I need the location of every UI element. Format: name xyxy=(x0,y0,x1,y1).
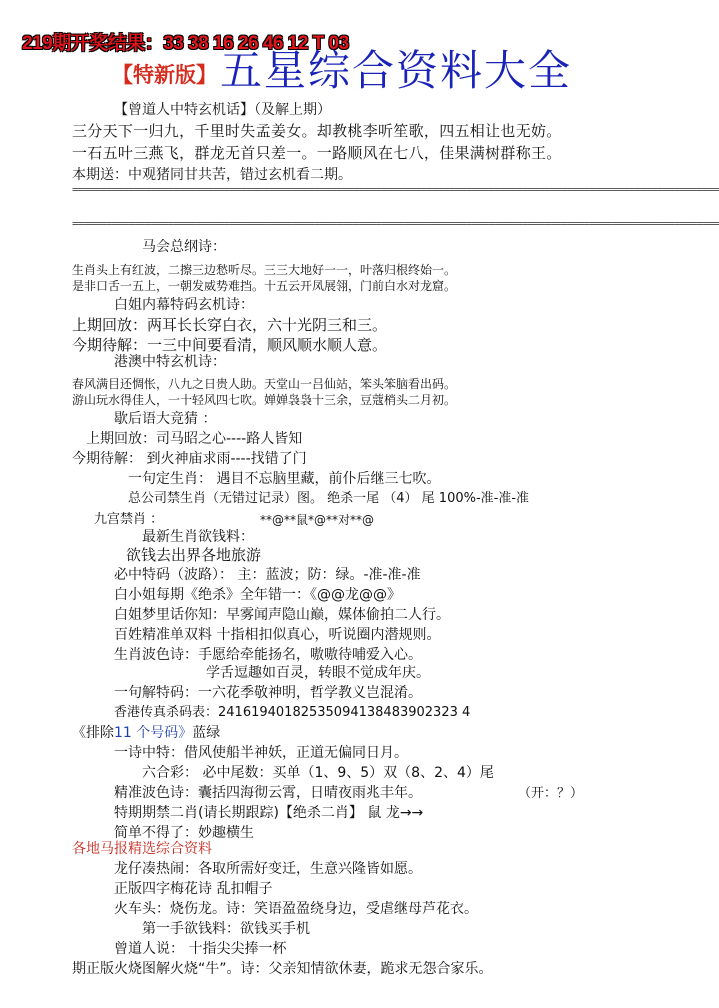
mahui-line2: 是非口舌一五上，一朝发威势难挡。十五云开凤展翎，门前白水对龙窟。 xyxy=(72,279,457,293)
zhengban-huoshao: 期正版火烧图解火烧“牛”。诗：父亲知情欲休妻，跪求无怨合家乐。 xyxy=(72,961,493,977)
jiugong-value: **@**鼠*@**对**@ xyxy=(260,513,375,527)
gedi-heading: 各地马报精选综合资料 xyxy=(72,841,212,857)
separator-line: =================================================================================================================== xyxy=(72,217,719,230)
zonggongsi-jinshengxiao: 总公司禁生肖（无错过记录）图。 绝杀一尾 （4） 尾 100%-准-准-准 xyxy=(128,491,530,506)
huochetou: 火车头：烧伤龙。诗：笑语盈盈绕身边，受虐继母芦花衣。 xyxy=(114,901,478,917)
lottery-result-banner: 219期开奖结果：33 38 16 26 46 12 T 03 xyxy=(22,33,349,54)
zuixin-heading: 最新生肖欲钱料： xyxy=(142,529,254,545)
zengdao-poem-line2: 一石五叶三燕飞，群龙无首只差一。一路顺风在七八，佳果满树群称王。 xyxy=(72,144,562,162)
yiju-jie-tema: 一句解特码：一六花季敬神明，哲学教义岂混淆。 xyxy=(114,685,422,701)
xiehouyu-heading: 歇后语大竞猜 ： xyxy=(114,411,217,427)
shengxiao-bose-line2: 学舌逗趣如百灵，转眼不觉成年庆。 xyxy=(206,665,430,681)
mahui-line1: 生肖头上有红波，二擦三边愁听尽。三三大地好一一，叶落归根终始一。 xyxy=(72,263,457,277)
gangao-line2: 游山玩水得佳人，一十轻风四七吹。婵婵袅袅十三余，豆蔻梢头二月初。 xyxy=(72,393,457,407)
kai-label: （开：？） xyxy=(518,786,584,801)
xiehouyu-last-issue: 上期回放：司马昭之心----路人皆知 xyxy=(86,431,303,447)
paichu-prefix: 《排除 xyxy=(72,725,114,741)
yishi-zhongte: 一诗中特：借风使船半神妖，正道无偏同日月。 xyxy=(114,745,408,761)
bizhong-tema: 必中特码（波路）： 主：蓝波；防：绿。-准-准-准 xyxy=(114,567,421,583)
longzai-renao: 龙仔凑热闹：各取所需好变迁，生意兴隆皆如愿。 xyxy=(114,861,422,877)
tema-jin-erxiao: 特期期禁二肖(请长期跟踪)【绝杀二肖】 鼠 龙→→ xyxy=(114,805,424,821)
liuhecai-weishu: 六合彩： 必中尾数：买单（1、9、5）双（8、2、4）尾 xyxy=(142,765,494,781)
yiju-dingshengxiao: 一句定生肖： 遇目不忘脑里藏，前仆后继三七吹。 xyxy=(128,471,441,487)
zhengban-sizi: 正版四字梅花诗 乱扣帽子 xyxy=(114,881,273,897)
baijie-mengli: 白姐梦里话你知：早雾闻声隐山巅，媒体偷拍二人行。 xyxy=(114,607,450,623)
edition-tag: 【特新版】 xyxy=(112,62,217,87)
xiehouyu-this-issue: 今期待解： 到火神庙求雨----找错了门 xyxy=(72,451,307,467)
baixing-danshuang: 百姓精准单双料 十指相扣似真心，听说圈内潜规则。 xyxy=(114,627,441,643)
baijie-last-issue: 上期回放：两耳长长穿白衣，六十光阴三和三。 xyxy=(72,316,388,334)
paichu-suffix: 蓝绿 xyxy=(192,725,221,741)
jiugong-label: 九宫禁肖 ： xyxy=(94,512,164,527)
paichu-count: 11 个号码》 xyxy=(114,725,193,741)
xianggang-shama: 香港传真杀码表：24161940182535094138483902323 4 xyxy=(114,705,471,720)
baijie-this-issue: 今期待解：一三中间要看清，顺风顺水顺人意。 xyxy=(72,336,388,354)
shengxiao-bose-line1: 生肖波色诗：手愿给牵能扬名，嗷嗷待哺爱入心。 xyxy=(114,647,422,663)
diyishou-yuqianliao: 第一手欲钱料：欲钱买手机 xyxy=(142,921,310,937)
gangao-line1: 春风满目还惆怅，八九之日贵人助。天堂山一吕仙站，笨头笨脑看出码。 xyxy=(72,377,457,391)
jiandan-budeliao: 简单不得了：妙趣横生 xyxy=(114,825,254,841)
zengdao-poem-line1: 三分天下一归九，千里时失孟姜女。却教桃李听笙歌，四五相让也无妨。 xyxy=(72,122,562,140)
baijie-heading: 白姐内幕特码玄机诗： xyxy=(114,297,254,313)
page-title: 五星综合资料大全 xyxy=(220,46,573,95)
jingzhun-bose: 精准波色诗：囊括四海彻云霄，日晴夜雨兆丰年。 xyxy=(114,785,422,801)
separator-line: =================================================================================================================== xyxy=(72,183,719,196)
zuixin-value: 欲钱去出界各地旅游 xyxy=(126,546,262,564)
zengdao-shuo: 曾道人说： 十指尖尖捧一杯 xyxy=(114,941,287,957)
paichu-line xyxy=(72,726,220,740)
gangao-heading: 港澳中特玄机诗： xyxy=(114,354,226,370)
zengdao-heading: 【曾道人中特玄机话】（及解上期） xyxy=(114,102,331,118)
xiaojie-juesha: 白小姐每期《绝杀》全年错一：《@@龙@@》 xyxy=(114,587,401,603)
mahui-heading: 马会总纲诗： xyxy=(142,239,226,255)
zengdao-this-issue: 本期送：中观猪同甘共苦，错过玄机看二期。 xyxy=(72,167,352,183)
